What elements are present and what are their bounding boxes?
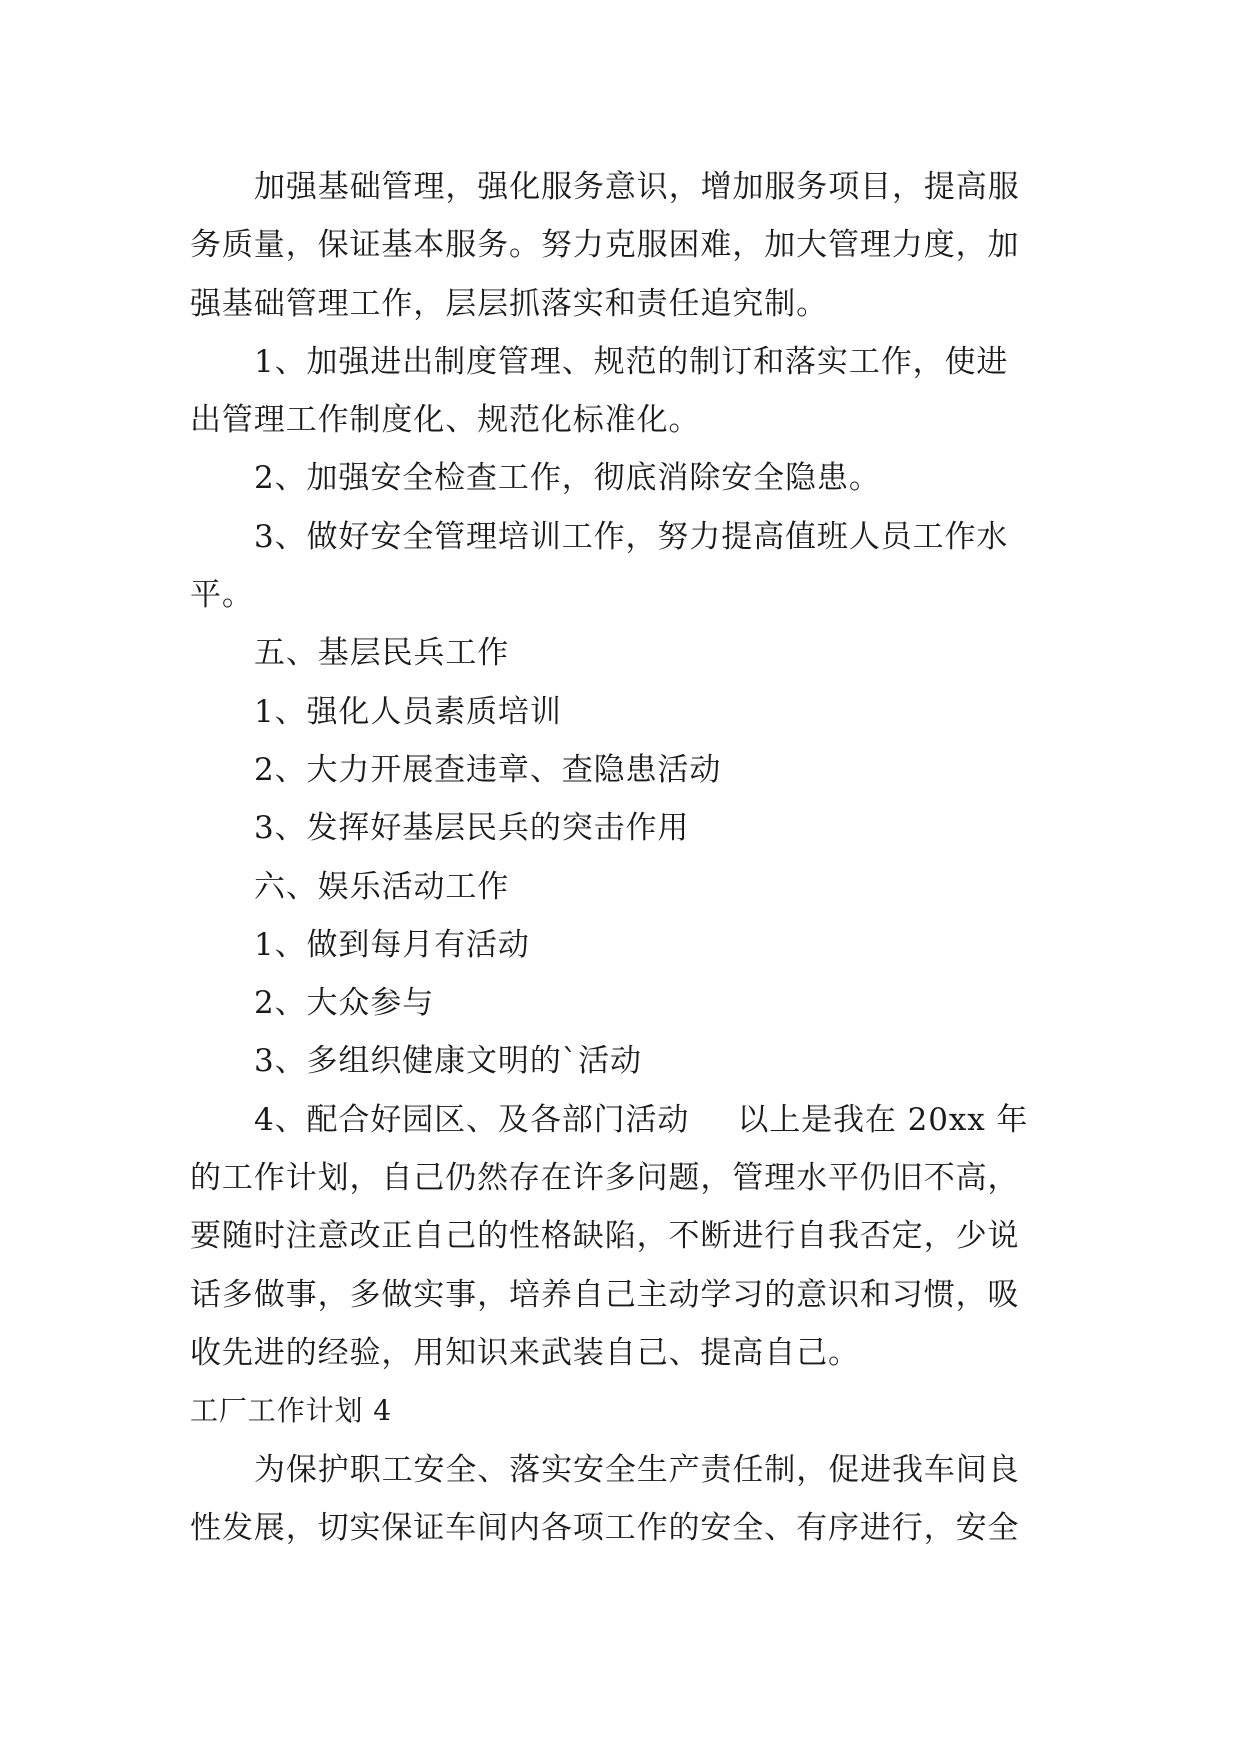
list-item-line [190,566,1060,624]
line-text: 要随时注意改正自己的性格缺陷，不断进行自我否定，少说 [190,1218,1020,1255]
line-text: 2、大力开展查违章、查隐患活动 [254,751,722,788]
list-item-line [190,1032,1060,1090]
line-text: 平。 [190,577,254,614]
list-item-line [190,1091,1060,1149]
paragraph-line [190,1207,1060,1265]
line-text: 加强基础管理，强化服务意识，增加服务项目，提高服 [254,169,1020,205]
document-heading [190,1382,1060,1440]
paragraph-line [190,158,1060,216]
line-text: 收先进的经验，用知识来武装自己、提高自己。 [190,1334,860,1371]
line-text: 2、加强安全检查工作，彻底消除安全隐患。 [254,460,881,497]
line-text: 3、多组织健康文明的`活动 [254,1043,642,1080]
line-text: 2、大众参与 [254,985,435,1022]
line-text: 六、娱乐活动工作 [254,868,510,905]
document-page [190,158,1060,1557]
paragraph-line [190,1441,1060,1499]
line-text: 工厂工作计划 4 [190,1394,392,1428]
line-text: 务质量，保证基本服务。努力克服困难，加大管理力度，加 [190,227,1020,264]
line-text: 1、强化人员素质培训 [254,693,562,730]
list-item-line [190,333,1060,391]
section-heading [190,624,1060,682]
list-item-line [190,799,1060,857]
line-text: 性发展，切实保证车间内各项工作的安全、有序进行，安全 [190,1509,1020,1546]
line-text-continued: 以上是我在 20xx 年 [737,1101,1029,1138]
paragraph-line [190,275,1060,333]
list-item-line [190,508,1060,566]
list-item-line [190,741,1060,799]
line-text: 4、配合好园区、及各部门活动 [254,1101,690,1138]
list-item-line [190,449,1060,507]
paragraph-line [190,216,1060,274]
list-item-line [190,916,1060,974]
line-text: 1、做到每月有活动 [254,926,530,963]
line-text: 出管理工作制度化、规范化标准化。 [190,402,701,439]
line-text: 五、基层民兵工作 [254,635,510,672]
section-heading [190,858,1060,916]
list-item-line [190,974,1060,1032]
line-text: 强基础管理工作，层层抓落实和责任追究制。 [190,285,828,322]
line-text: 3、做好安全管理培训工作，努力提高值班人员工作水 [254,518,1009,555]
line-text: 的工作计划，自己仍然存在许多问题，管理水平仍旧不高， [190,1160,1020,1197]
list-item-line [190,683,1060,741]
list-item-line [190,391,1060,449]
line-text: 为保护职工安全、落实安全生产责任制，促进我车间良 [254,1451,1020,1488]
line-text: 3、发挥好基层民兵的突击作用 [254,810,690,847]
line-text: 1、加强进出制度管理、规范的制订和落实工作，使进 [254,343,1009,380]
paragraph-line [190,1324,1060,1382]
paragraph-line [190,1266,1060,1324]
paragraph-line [190,1149,1060,1207]
paragraph-line [190,1499,1060,1557]
line-text: 话多做事，多做实事，培养自己主动学习的意识和习惯，吸 [190,1276,1020,1313]
